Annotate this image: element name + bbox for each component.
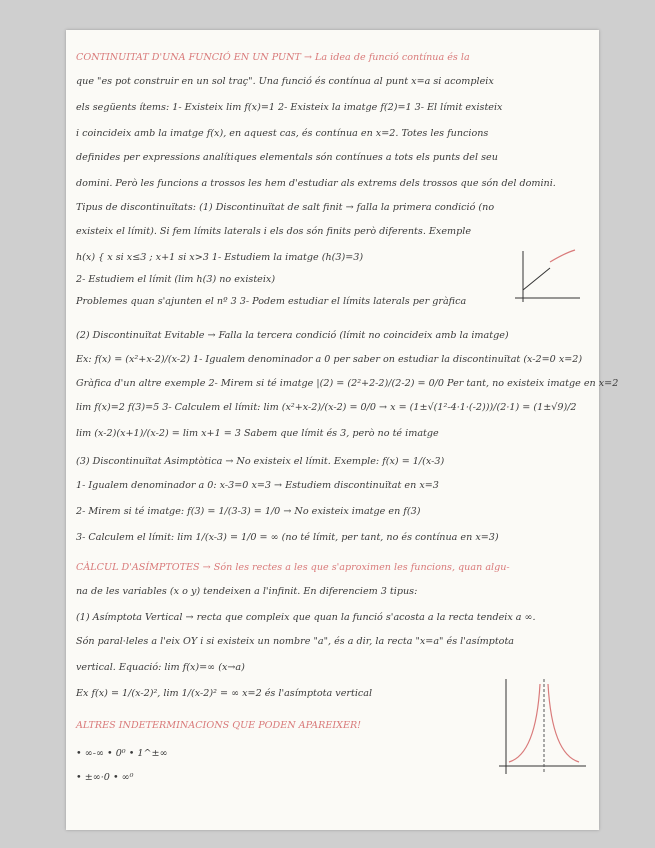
note-line: 2- Estudiem el límit (lim h(3) no existeix) xyxy=(76,274,276,285)
note-line: Ex f(x) = 1/(x-2)², lim 1/(x-2)² = ∞ x=2 és l'asímptota vertical xyxy=(76,688,373,699)
note-line: que "es pot construir en un sol traç". Una funció és contínua al punt x=a si acompleix xyxy=(76,76,494,87)
note-line: 1- Igualem denominador a 0: x-3=0 x=3 → Estudiem discontinuïtat en x=3 xyxy=(76,480,439,491)
note-line: existeix el límit). Si fem límits laterals i els dos són finits però diferents. Exemple xyxy=(76,226,471,237)
note-line: ALTRES INDETERMINACIONS QUE PODEN APAREIXER! xyxy=(76,720,362,731)
note-line: 3- Calculem el límit: lim 1/(x-3) = 1/0 = ∞ (no té límit, per tant, no és contínua en x=3) xyxy=(76,532,499,543)
note-line: Tipus de discontinuïtats: (1) Discontinuïtat de salt finit → falla la primera condició (no xyxy=(76,202,495,213)
note-line: • ±∞·0 • ∞⁰ xyxy=(76,772,134,783)
note-line: Problemes quan s'ajunten el nº 3 3- Podem estudiar el límits laterals per gràfica xyxy=(76,296,467,307)
note-line: Gràfica d'un altre exemple 2- Mirem si té imatge |(2) = (2²+2-2)/(2-2) = 0/0 Per tant, no existeix imatge en x=2 xyxy=(76,378,619,389)
note-line: lim f(x)=2 f(3)=5 3- Calculem el límit: lim (x²+x-2)/(x-2) = 0/0 → x = (1±√(1²-4·1·(-2)))/(2·1) = (1±√9)/2 xyxy=(76,402,577,413)
note-line: definides per expressions analítiques elementals són contínues a tots els punts del seu xyxy=(76,152,498,163)
note-line: els següents ítems: 1- Existeix lim f(x)=1 2- Existeix la imatge f(2)=1 3- El límit existeix xyxy=(76,102,503,113)
note-line: h(x) { x si x≤3 ; x+1 si x>3 1- Estudiem la imatge (h(3)=3) xyxy=(76,252,364,263)
note-line: vertical. Equació: lim f(x)=∞ (x→a) xyxy=(76,662,245,673)
note-line: (2) Discontinuïtat Evitable → Falla la tercera condició (límit no coincideix amb la imatge) xyxy=(76,330,509,341)
note-line: Són paral·leles a l'eix OY i si existeix un nombre "a", és a dir, la recta "x=a" és l'asímptota xyxy=(76,636,515,647)
note-line: (1) Asímptota Vertical → recta que compleix que quan la funció s'acosta a la recta tendeix a ∞. xyxy=(76,612,536,623)
note-line: • ∞-∞ • 0⁰ • 1^±∞ xyxy=(76,748,168,759)
note-line: CÀLCUL D'ASÍMPTOTES → Són les rectes a les que s'aproximen les funcions, quan algu- xyxy=(76,562,510,573)
note-line: CONTINUITAT D'UNA FUNCIÓ EN UN PUNT → La idea de funció contínua és la xyxy=(76,52,470,63)
note-line: na de les variables (x o y) tendeixen a l'infinit. En diferenciem 3 tipus: xyxy=(76,586,418,597)
asymptote-graph xyxy=(494,674,589,784)
note-line: domini. Però les funcions a trossos les hem d'estudiar als extrems dels trossos que són del domini. xyxy=(76,178,556,189)
note-line: Ex: f(x) = (x²+x-2)/(x-2) 1- Igualem denominador a 0 per saber on estudiar la discontinuïtat (x-2=0 x=2) xyxy=(76,354,583,365)
note-line: (3) Discontinuïtat Asimptòtica → No existeix el límit. Exemple: f(x) = 1/(x-3) xyxy=(76,456,445,467)
step-function-graph xyxy=(505,248,585,303)
note-line: lim (x-2)(x+1)/(x-2) = lim x+1 = 3 Sabem que límit és 3, però no té imatge xyxy=(76,428,439,439)
note-line: i coincideix amb la imatge f(x), en aquest cas, és contínua en x=2. Totes les funcions xyxy=(76,128,489,139)
note-line: 2- Mirem si té imatge: f(3) = 1/(3-3) = 1/0 → No existeix imatge en f(3) xyxy=(76,506,421,517)
